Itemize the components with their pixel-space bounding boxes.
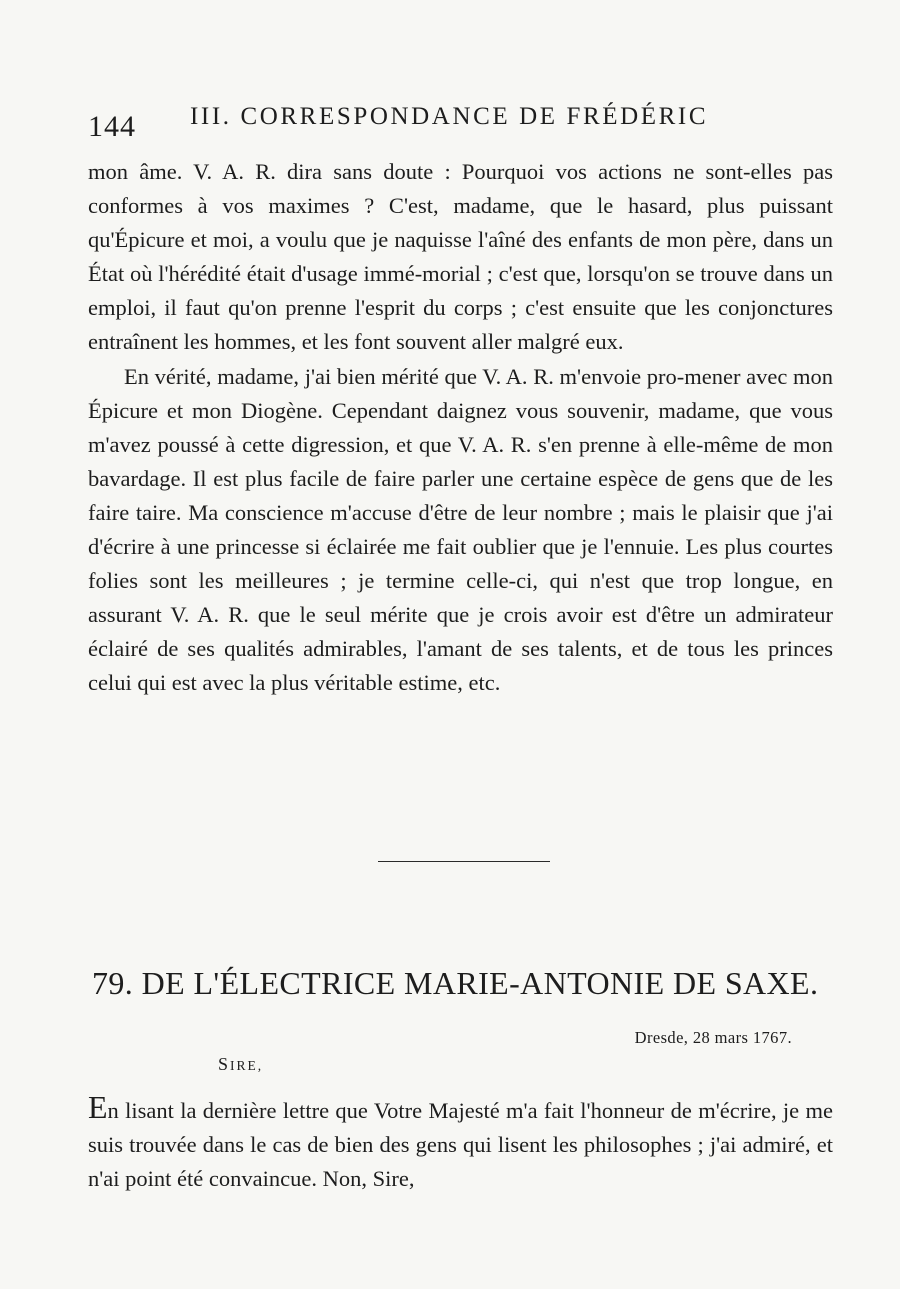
drop-cap: E bbox=[88, 1089, 108, 1125]
dateline: Dresde, 28 mars 1767. bbox=[634, 1028, 792, 1047]
letter-heading: 79. DE L'ÉLECTRICE MARIE-ANTONIE DE SAXE. bbox=[92, 965, 819, 1001]
running-head: III. CORRESPONDANCE DE FRÉDÉRIC bbox=[190, 103, 709, 130]
section-divider bbox=[378, 861, 550, 862]
salutation-rest: IRE, bbox=[230, 1058, 264, 1073]
page-number: 144 bbox=[88, 110, 136, 143]
salutation bbox=[218, 1054, 263, 1075]
paragraph: mon âme. V. A. R. dira sans doute : Pourquoi vos actions ne sont-elles pas conformes à vos maximes ? C'est, madame, que le hasard, plus puissant qu'Épicure et moi, a voulu que je naquisse l'aîné des enfants de mon père, dans un État où l'hérédité était d'usage immé-morial ; c'est que, lorsqu'on se trouve dans un emploi, il faut qu'on prenne l'esprit du corps ; c'est ensuite que les conjonctures entraînent les hommes, et les font souvent aller malgré eux. bbox=[88, 159, 833, 355]
paragraph: En vérité, madame, j'ai bien mérité que V. A. R. m'envoie pro-mener avec mon Épicure et mon Diogène. Cependant daignez vous souvenir, madame, que vous m'avez poussé à cette digression, et que V. A. R. s'en prenne à elle-même de mon bavardage. Il est plus facile de faire parler une certaine espèce de gens que de les faire taire. Ma conscience m'accuse d'être de leur nombre ; mais le plaisir que j'ai d'écrire à une princesse si éclairée me fait oublier que je l'ennuie. Les plus courtes folies sont les meilleures ; je termine celle-ci, qui n'est que trop longue, en assurant V. A. R. que le seul mérite que je crois avoir est d'être un admirateur éclairé de ses qualités admirables, l'amant de ses talents, et de tous les princes celui qui est avec la plus véritable estime, etc. bbox=[88, 363, 833, 696]
letter-opening-text bbox=[88, 1091, 833, 1196]
continued-letter-text bbox=[88, 155, 833, 701]
opening-text: n lisant la dernière lettre que Votre Majesté m'a fait l'honneur de m'écrire, je me suis trouvée dans le cas de bien des gens qui lisent les philosophes ; j'ai admiré, et n'ai point été convaincue. Non, Sire, bbox=[88, 1098, 833, 1192]
paragraph bbox=[88, 1091, 833, 1196]
salutation-initial: S bbox=[218, 1054, 231, 1074]
